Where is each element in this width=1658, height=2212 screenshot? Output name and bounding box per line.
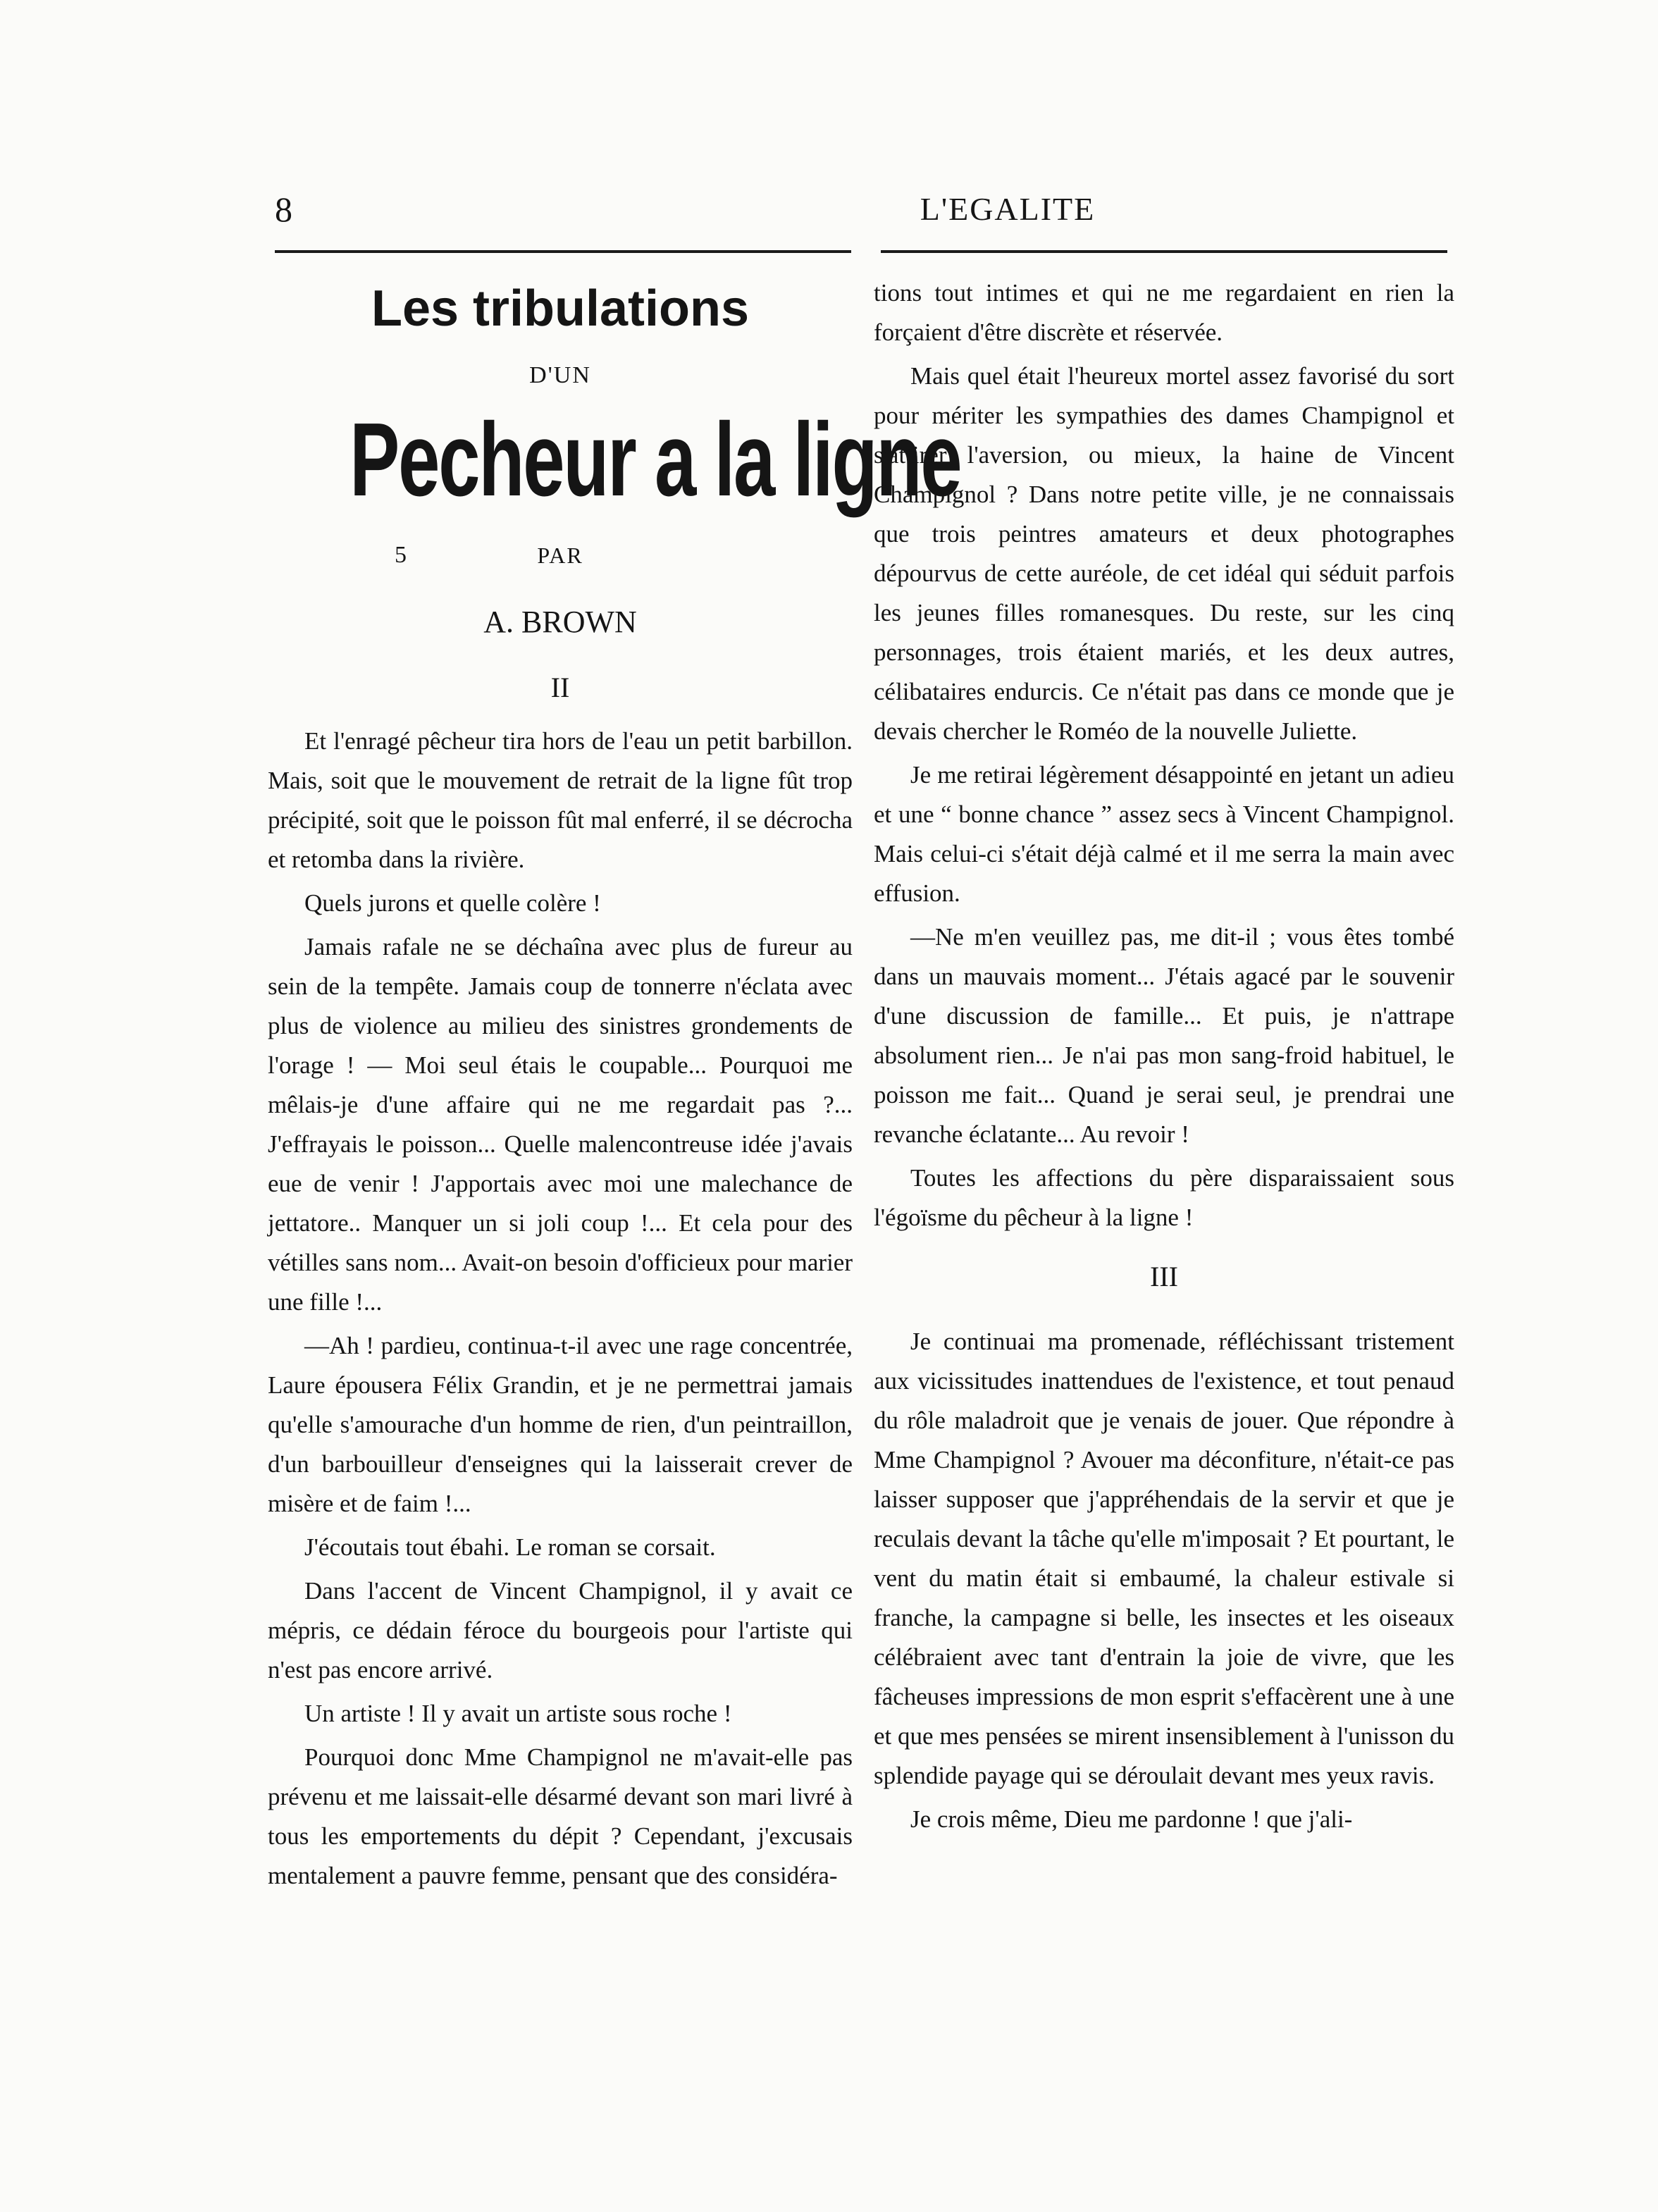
journal-title: L'EGALITE	[920, 191, 1096, 227]
story-title-pecheur: Pecheur a la ligne	[349, 402, 961, 518]
paragraph: Quels jurons et quelle colère !	[304, 889, 601, 917]
paragraph: tions tout intimes et qui ne me regardaient en rien la forçaient d'être discrète et réservée.	[874, 279, 1454, 346]
story-title-line1: Les tribulations	[371, 280, 750, 337]
header-rule-left	[275, 250, 851, 253]
page-header	[275, 185, 1430, 234]
paragraph: Je me retirai légèrement désappointé en jetant un adieu et une “ bonne chance ” assez secs à Vincent Champignol. Mais celui-ci s'était déjà calmé et il me serra la main avec effusion.	[874, 761, 1454, 907]
paragraph: Jamais rafale ne se déchaîna avec plus de fureur au sein de la tempête. Jamais coup de tonnerre n'éclata avec plus de violence au milieu des sinistres grondements de l'orage ! — Moi seul étais le coupable... Pourquoi me mêlais-je d'une affaire qui ne me regardait pas ?... J'effrayais le poisson... Quelle malencontreuse idée j'avais eue de venir ! J'apportais avec moi une malechance de jettatore.. Manquer un si joli coup !... Et cela pour des vétilles sans nom... Avait-on besoin d'officieux pour marier une fille !...	[268, 933, 853, 1316]
paragraph: Toutes les affections du père disparaissaient sous l'égoïsme du pêcheur à la ligne !	[874, 1164, 1454, 1231]
paragraph: Dans l'accent de Vincent Champignol, il y avait ce mépris, ce dédain féroce du bourgeois pour l'artiste qui n'est pas encore arrivé.	[268, 1577, 853, 1683]
page-number: 8	[275, 190, 292, 229]
paragraph: Je crois même, Dieu me pardonne ! que j'ali-	[910, 1805, 1353, 1833]
paragraph: Et l'enragé pêcheur tira hors de l'eau un petit barbillon. Mais, soit que le mouvement de retrait de la ligne fût trop précipité, soit que le poisson fût mal enferré, il se décrocha et retomba dans la rivière.	[268, 727, 853, 873]
paragraph: —Ne m'en veuillez pas, me dit-il ; vous êtes tombé dans un mauvais moment... J'étais agacé par le souvenir d'une discussion de famille... Et puis, je n'attrape absolument rien... Je n'ai pas mon sang-froid habituel, le poisson me fait... Quand je serai seul, je prendrai une revanche éclatante... Au revoir !	[874, 923, 1454, 1148]
right-column	[874, 273, 1454, 1839]
author-name: A. BROWN	[483, 605, 637, 639]
story-title-dun: D'UN	[529, 362, 591, 388]
left-column	[268, 273, 961, 1896]
paragraph: J'écoutais tout ébahi. Le roman se corsait.	[304, 1533, 716, 1561]
byline-row	[268, 534, 853, 576]
header-rule-right	[881, 250, 1447, 253]
paragraph: Je continuai ma promenade, réfléchissant tristement aux vicissitudes inattendues de l'existence, et tout penaud du rôle maladroit que je venais de jouer. Que répondre à Mme Champignol ? Avouer ma déconfiture, n'était-ce pas laisser supposer que j'appréhendais de la servir et que je reculais devant la tâche qu'elle m'imposait ? Et pourtant, le vent du matin était si embaumé, la chaleur estivale si franche, la campagne si belle, les insectes et les oiseaux célébraient avec tant d'entrain la joie de vivre, que les fâcheuses impressions de mon esprit s'effacèrent une à une et que mes pensées se mirent insensiblement à l'unisson du splendide payage qui se déroulait devant mes yeux ravis.	[874, 1328, 1454, 1789]
paragraph: Un artiste ! Il y avait un artiste sous roche !	[304, 1700, 732, 1727]
paragraph: Mais quel était l'heureux mortel assez favorisé du sort pour mériter les sympathies des dames Champignol et s'attirer l'aversion, ou mieux, la haine de Vincent Champignol ? Dans notre petite ville, je ne connaissais que trois peintres amateurs et deux photographes dépourvus de cette auréole, de cet idéal qui séduit parfois les jeunes filles romanesques. Du reste, sur les cinq personnages, trois étaient mariés, et les deux autres, célibataires endurcis. Ce n'était pas dans ce monde que je devais chercher le Roméo de la nouvelle Juliette.	[874, 362, 1454, 745]
byline-par: PAR	[537, 543, 583, 568]
installment-number: 5	[395, 542, 407, 568]
section-heading-ii: II	[550, 672, 570, 703]
section-heading-iii: III	[1150, 1261, 1178, 1292]
paragraph: —Ah ! pardieu, continua-t-il avec une rage concentrée, Laure épousera Félix Grandin, et je ne permettrai jamais qu'elle s'amourache d'un homme de rien, d'un peintraillon, d'un barbouilleur d'enseignes qui la laisserait crever de misère et de faim !...	[268, 1332, 853, 1517]
paragraph: Pourquoi donc Mme Champignol ne m'avait-elle pas prévenu et me laissait-elle désarmé devant son mari livré à tous les emportements du dépit ? Cependant, j'excusais mentalement a pauvre femme, pensant que des considéra-	[268, 1743, 853, 1889]
